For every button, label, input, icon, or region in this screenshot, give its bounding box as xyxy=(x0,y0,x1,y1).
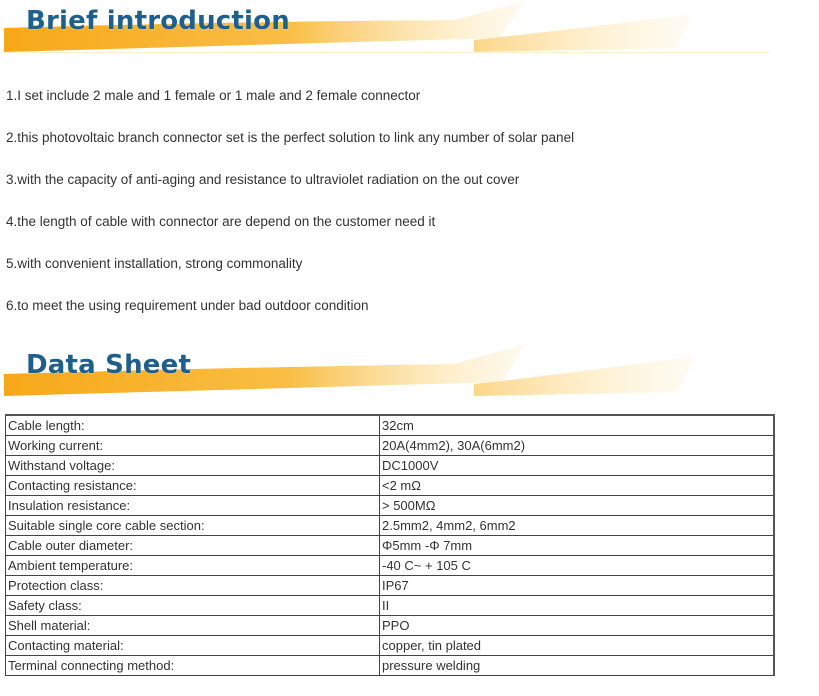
table-row xyxy=(6,496,775,516)
spec-value: pressure welding xyxy=(380,656,775,676)
spec-value: II xyxy=(380,596,775,616)
data-sheet-banner xyxy=(4,340,774,398)
intro-item-5: 5.with convenient installation, strong commonality xyxy=(6,256,303,271)
section-title-data-sheet: Data Sheet xyxy=(26,350,192,380)
table-row xyxy=(6,576,775,596)
table-row xyxy=(6,616,775,636)
table-row xyxy=(6,516,775,536)
table-row xyxy=(6,415,775,436)
spec-key: Suitable single core cable section: xyxy=(6,516,380,536)
table-row xyxy=(6,456,775,476)
brief-introduction-banner xyxy=(4,0,774,56)
table-row xyxy=(6,656,775,676)
table-row xyxy=(6,536,775,556)
spec-value: PPO xyxy=(380,616,775,636)
spec-key: Working current: xyxy=(6,436,380,456)
intro-item-1: 1.I set include 2 male and 1 female or 1 male and 2 female connector xyxy=(6,88,421,103)
intro-item-6: 6.to meet the using requirement under bad outdoor condition xyxy=(6,298,369,313)
spec-key: Shell material: xyxy=(6,616,380,636)
table-row xyxy=(6,596,775,616)
spec-value: > 500MΩ xyxy=(380,496,775,516)
intro-item-4: 4.the length of cable with connector are depend on the customer need it xyxy=(6,214,436,229)
spec-value: 32cm xyxy=(380,415,775,436)
spec-value: 2.5mm2, 4mm2, 6mm2 xyxy=(380,516,775,536)
spec-key: Contacting resistance: xyxy=(6,476,380,496)
intro-item-2: 2.this photovoltaic branch connector set is the perfect solution to link any number of solar panel xyxy=(6,130,575,145)
spec-key: Protection class: xyxy=(6,576,380,596)
spec-key: Safety class: xyxy=(6,596,380,616)
spec-value: IP67 xyxy=(380,576,775,596)
table-row xyxy=(6,436,775,456)
spec-key: Contacting material: xyxy=(6,636,380,656)
spec-key: Cable outer diameter: xyxy=(6,536,380,556)
intro-item-3: 3.with the capacity of anti-aging and resistance to ultraviolet radiation on the out cover xyxy=(6,172,520,187)
spec-value: copper, tin plated xyxy=(380,636,775,656)
spec-key: Insulation resistance: xyxy=(6,496,380,516)
spec-value: 20A(4mm2), 30A(6mm2) xyxy=(380,436,775,456)
table-row xyxy=(6,636,775,656)
table-row xyxy=(6,556,775,576)
spec-key: Terminal connecting method: xyxy=(6,656,380,676)
spec-value: -40 C~ + 105 C xyxy=(380,556,775,576)
spec-value: DC1000V xyxy=(380,456,775,476)
data-sheet-table xyxy=(5,414,775,676)
spec-value: Φ5mm -Φ 7mm xyxy=(380,536,775,556)
table-row xyxy=(6,476,775,496)
spec-value: <2 mΩ xyxy=(380,476,775,496)
section-title-brief-introduction: Brief introduction xyxy=(26,6,290,36)
spec-key: Cable length: xyxy=(6,415,380,436)
spec-key: Ambient temperature: xyxy=(6,556,380,576)
spec-key: Withstand voltage: xyxy=(6,456,380,476)
